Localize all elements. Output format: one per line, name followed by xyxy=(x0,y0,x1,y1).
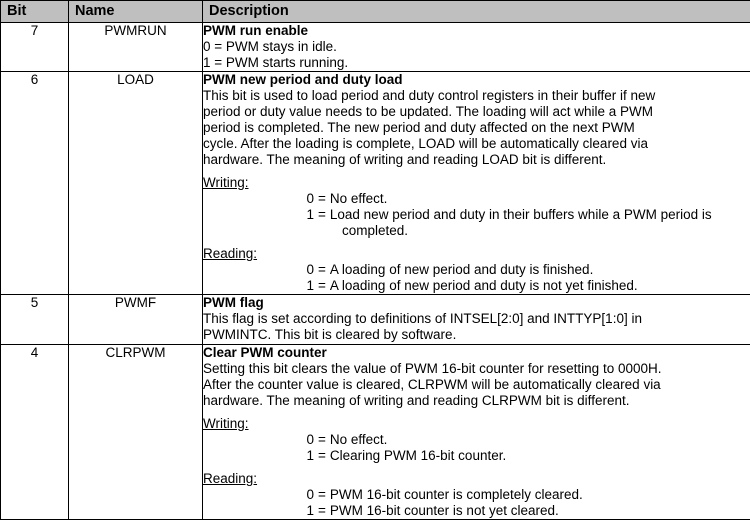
writing-section xyxy=(203,416,750,464)
reading-label: Reading: xyxy=(203,471,750,487)
item-value: 0 xyxy=(203,487,314,503)
bit-cell: 5 xyxy=(1,295,69,345)
item-continuation: completed. xyxy=(203,223,750,239)
item-value: 0 xyxy=(203,191,314,207)
item-value: 0 xyxy=(203,432,314,448)
table-row xyxy=(1,23,750,72)
bit-cell: 6 xyxy=(1,72,69,295)
reading-item: 0 = PWM 16-bit counter is completely cleared. xyxy=(203,487,750,503)
writing-section xyxy=(203,175,750,239)
table-row xyxy=(1,72,750,295)
description-cell xyxy=(203,23,750,72)
table-row xyxy=(1,345,750,520)
item-value: 1 xyxy=(203,207,314,223)
writing-item: 1 = Load new period and duty in their buffers while a PWM period is xyxy=(203,207,750,223)
description-cell xyxy=(203,345,750,520)
description-title: Clear PWM counter xyxy=(203,345,750,361)
header-description: Description xyxy=(203,1,750,23)
description-line: 0 = PWM stays in idle. xyxy=(203,39,750,55)
description-title: PWM new period and duty load xyxy=(203,72,750,88)
description-line: hardware. The meaning of writing and reading LOAD bit is different. xyxy=(203,152,750,168)
item-text: A loading of new period and duty is not yet finished. xyxy=(330,278,638,294)
header-name: Name xyxy=(69,1,203,23)
table-header-row xyxy=(1,1,750,23)
item-text: Clearing PWM 16-bit counter. xyxy=(330,448,506,464)
reading-item: 0 = A loading of new period and duty is finished. xyxy=(203,262,750,278)
writing-item: 1 = Clearing PWM 16-bit counter. xyxy=(203,448,750,464)
description-line: This flag is set according to definitions of INTSEL[2:0] and INTTYP[1:0] in xyxy=(203,311,750,327)
item-text: No effect. xyxy=(330,432,388,448)
description-line: This bit is used to load period and duty control registers in their buffer if new xyxy=(203,88,750,104)
item-text: No effect. xyxy=(330,191,388,207)
writing-label: Writing: xyxy=(203,416,750,432)
reading-label: Reading: xyxy=(203,246,750,262)
description-line: 1 = PWM starts running. xyxy=(203,55,750,71)
item-value: 1 xyxy=(203,503,314,519)
writing-item: 0 = No effect. xyxy=(203,432,750,448)
description-cell xyxy=(203,295,750,345)
item-text: PWM 16-bit counter is not yet cleared. xyxy=(330,503,559,519)
description-line: Setting this bit clears the value of PWM 16-bit counter for resetting to 0000H. xyxy=(203,361,750,377)
item-value: 1 xyxy=(203,278,314,294)
writing-label: Writing: xyxy=(203,175,750,191)
reading-section xyxy=(203,246,750,294)
description-line: After the counter value is cleared, CLRPWM will be automatically cleared via xyxy=(203,377,750,393)
item-text: Load new period and duty in their buffers while a PWM period is xyxy=(330,207,712,223)
item-value: 0 xyxy=(203,262,314,278)
table-row xyxy=(1,295,750,345)
reading-item: 1 = A loading of new period and duty is not yet finished. xyxy=(203,278,750,294)
reading-section xyxy=(203,471,750,519)
name-cell: PWMRUN xyxy=(69,23,203,72)
reading-item: 1 = PWM 16-bit counter is not yet cleared. xyxy=(203,503,750,519)
bit-cell: 7 xyxy=(1,23,69,72)
name-cell: CLRPWM xyxy=(69,345,203,520)
description-cell xyxy=(203,72,750,295)
item-value: 1 xyxy=(203,448,314,464)
description-title: PWM run enable xyxy=(203,23,750,39)
description-title: PWM flag xyxy=(203,295,750,311)
description-line: hardware. The meaning of writing and reading CLRPWM bit is different. xyxy=(203,393,750,409)
description-line: PWMINTC. This bit is cleared by software. xyxy=(203,327,750,343)
description-line: period is completed. The new period and duty affected on the next PWM xyxy=(203,120,750,136)
name-cell: LOAD xyxy=(69,72,203,295)
description-line: period or duty value needs to be updated. The loading will act while a PWM xyxy=(203,104,750,120)
description-line: cycle. After the loading is complete, LOAD will be automatically cleared via xyxy=(203,136,750,152)
bit-cell: 4 xyxy=(1,345,69,520)
writing-item: 0 = No effect. xyxy=(203,191,750,207)
name-cell: PWMF xyxy=(69,295,203,345)
item-text: PWM 16-bit counter is completely cleared. xyxy=(330,487,583,503)
item-text: A loading of new period and duty is finished. xyxy=(330,262,593,278)
header-bit: Bit xyxy=(1,1,69,23)
